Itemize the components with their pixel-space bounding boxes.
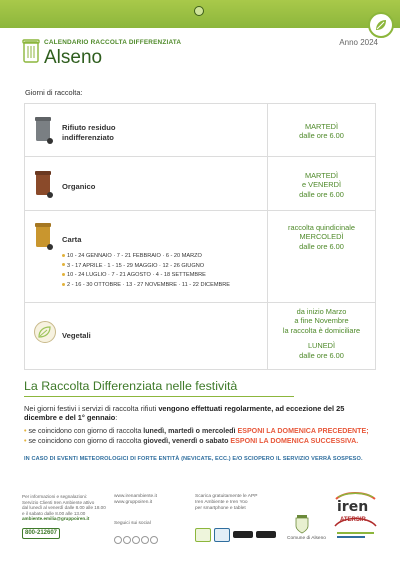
website-link[interactable]: www.irenambiente.it [114,494,157,499]
instagram-icon[interactable] [150,536,158,544]
app-store-icons [195,526,279,544]
calendar-header [22,38,378,72]
table-row [25,104,375,157]
footer [22,490,378,550]
twitter-icon[interactable] [123,536,131,544]
atersir-label: ATERSIR [340,517,366,523]
social-label: Seguici sui social [114,521,151,526]
iren-logo-icon [333,490,378,512]
list-item: • se coincidono con giorno di raccolta lunedì, martedì o mercoledì ESPONI LA DOMENICA PRECEDENTE; [24,427,369,435]
hole-icon [194,6,204,16]
table-row [25,157,375,211]
comune-label: Comune di Alseno [287,536,326,541]
website-link[interactable]: www.gruppoiren.it [114,500,153,505]
city-name: Alseno [44,47,103,68]
grey-bin-icon [33,115,55,145]
table-row [25,303,375,369]
social-icons [114,531,159,549]
eco-leaf-icon [368,12,394,38]
linkedin-icon[interactable] [141,536,149,544]
app-store-icon[interactable] [233,531,253,538]
schedule-green: da inizio Marzo a fine Novembre la raccolta è domiciliare LUNEDÌ dalle ore 6.00 [282,307,361,360]
facebook-icon[interactable] [114,536,122,544]
contact-info: Per informazioni e segnalazioni: Servizio Clienti Iren Ambiente attivo dal lunedì al venerdì dalle 8.00 alle 18.00 e il sabato dalle 8.00 alle 13.00 ambiente.emilia@gruppoiren.it [22,494,106,522]
leaf-circle-icon [33,320,57,344]
waste-type-green: Vegetali [62,331,91,340]
google-play-icon[interactable] [256,531,276,538]
municipal-crest-icon [294,514,310,534]
bin-outline-icon [22,38,40,64]
youtube-icon[interactable] [132,536,140,544]
paper-collection-dates [62,252,230,291]
holidays-title: La Raccolta Differenziata nelle festività [24,379,238,393]
list-item: 3 - 17 APRILE · 1 - 15 - 29 MAGGIO · 12 - 26 GIUGNO [62,262,230,272]
schedule-residual: MARTEDÌ dalle ore 6.00 [299,122,344,141]
waste-type-organic: Organico [62,182,96,191]
iren-yoo-app-icon[interactable] [214,528,230,542]
yellow-bin-icon [33,221,55,251]
table-row [25,211,375,303]
collection-days-label: Giorni di raccolta: [25,88,83,97]
list-item: • se coincidono con giorno di raccolta giovedì, venerdì o sabato ESPONI LA DOMENICA SUCCESSIVA. [24,437,359,445]
waste-type-paper: Carta [62,235,82,244]
top-banner [0,0,400,28]
app-info: Scarica gratuitamente le APP Iren Ambiente e Iren Yoo per smartphone e tablet [195,494,258,511]
holidays-intro: Nei giorni festivi i servizi di raccolta rifiuti vengono effettuati regolarmente, ad eccezione del 25 dicembre e del 1° gennaio: [24,404,345,423]
list-item: 2 - 16 - 30 OTTOBRE · 13 - 27 NOVEMBRE · 11 - 22 DICEMBRE [62,281,230,291]
calendar-subtitle: CALENDARIO RACCOLTA DIFFERENZIATA [44,39,182,46]
schedule-organic: MARTEDÌ e VENERDÌ dalle ore 6.00 [299,171,344,199]
schedule-paper: raccolta quindicinale MERCOLEDÌ dalle ore 6.00 [288,223,355,251]
list-item: 10 - 24 LUGLIO · 7 - 21 AGOSTO · 4 - 18 SETTEMBRE [62,271,230,281]
title-underline [24,396,294,397]
list-item: 10 - 24 GENNAIO · 7 - 21 FEBBRAIO · 6 - 20 MARZO [62,252,230,262]
iren-ambiente-app-icon[interactable] [195,528,211,542]
calendar-year: Anno 2024 [339,38,378,47]
website-links [114,494,157,506]
svg-text:iren: iren [337,499,369,512]
weather-warning: IN CASO DI EVENTI METEOROLOGICI DI FORTE ENTITÀ (NEVICATE, ECC.) E/O SCIOPERO IL SERVIZIO VERRÀ SOSPESO. [24,456,363,462]
brown-bin-icon [33,169,55,199]
collection-table [24,103,376,370]
waste-type-residual: Rifiuto residuo indifferenziato [62,123,116,142]
toll-free-number[interactable]: 800-212607 [22,528,60,539]
